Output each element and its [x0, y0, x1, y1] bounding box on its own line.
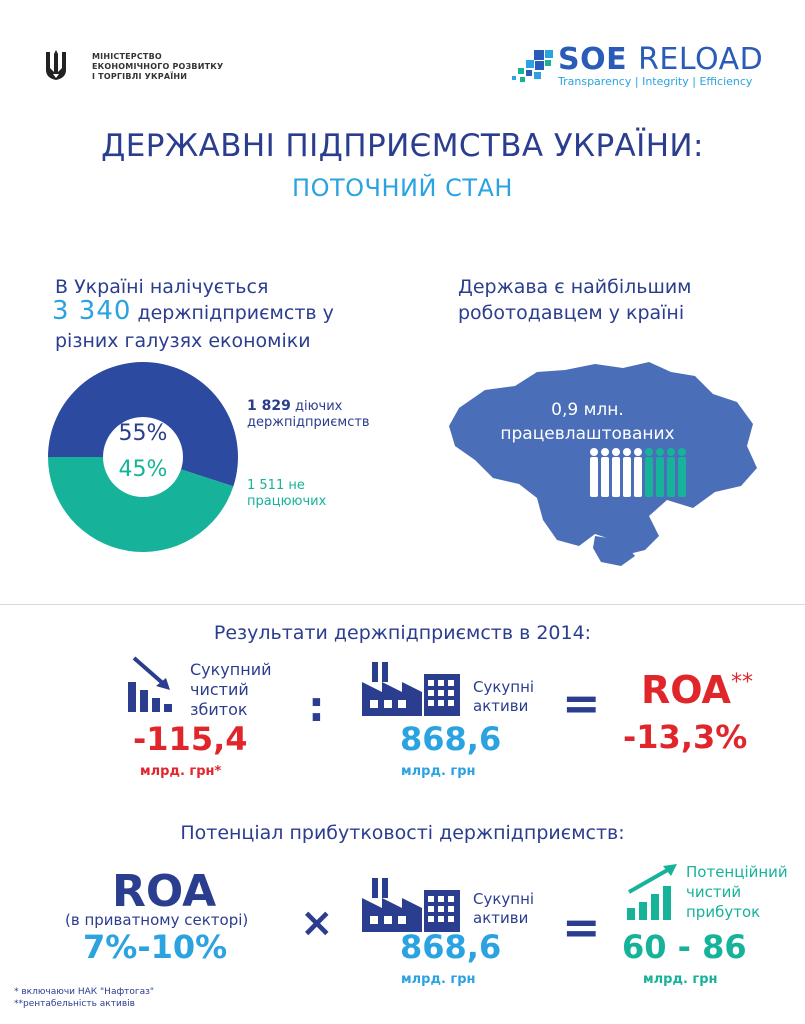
profit-label-1: Потенційний — [686, 863, 788, 881]
roa-footnote-marker: ** — [730, 670, 753, 695]
page-title: ДЕРЖАВНІ ПІДПРИЄМСТВА УКРАЇНИ: — [101, 128, 704, 164]
trident-emblem-icon — [42, 50, 70, 82]
factory-icon — [362, 878, 462, 932]
enterprises-count: 3 340 — [52, 296, 132, 326]
equals-sign: = — [562, 676, 601, 730]
section-divider — [0, 604, 805, 605]
enterprises-line-1: В Україні налічується — [55, 276, 269, 298]
growth-chart-icon — [625, 862, 683, 922]
division-sign: : — [308, 682, 325, 731]
potential-assets-label-2: активи — [473, 909, 529, 927]
profit-unit: млрд. грн — [643, 972, 718, 987]
factory-icon — [362, 662, 462, 716]
potential-assets-label — [473, 890, 534, 928]
inactive-label-2: працюючих — [247, 494, 327, 509]
profit-value: 60 - 86 — [622, 928, 747, 966]
brand-tagline: Transparency | Integrity | Efficiency — [558, 75, 753, 88]
inactive-label-1: 1 511 не — [247, 478, 305, 493]
potential-title: Потенціал прибутковості держпідприємств: — [180, 822, 625, 844]
potential-assets-value: 868,6 — [400, 928, 502, 966]
assets-unit: млрд. грн — [401, 764, 476, 779]
enterprises-line-3: різних галузях економіки — [55, 330, 311, 352]
active-count: 1 829 — [247, 398, 291, 414]
profit-label-3: прибуток — [686, 903, 761, 921]
loss-label-3: збиток — [190, 700, 248, 719]
loss-unit: млрд. грн* — [140, 764, 222, 779]
enterprises-line-2-text: держпідприємств у — [137, 302, 334, 324]
assets-value: 868,6 — [400, 720, 502, 758]
declining-chart-icon — [126, 656, 186, 716]
inactive-percent-label: 45% — [118, 457, 168, 482]
multiply-sign: × — [300, 900, 334, 946]
employer-line-1: Держава є найбільшим — [458, 276, 692, 298]
ministry-line-3: І ТОРГІВЛІ УКРАЇНИ — [92, 72, 188, 81]
inactive-legend — [247, 478, 326, 510]
roa-label — [641, 668, 753, 712]
people-group-icon — [588, 446, 688, 498]
ministry-line-2: ЕКОНОМІЧНОГО РОЗВИТКУ — [92, 62, 224, 71]
assets-label — [473, 678, 534, 716]
employed-label: працевлаштованих — [500, 424, 675, 444]
page-subtitle: ПОТОЧНИЙ СТАН — [292, 174, 513, 202]
loss-label — [190, 660, 272, 720]
footnote-naftogaz: * включаючи НАК "Нафтогаз" — [14, 987, 155, 997]
ministry-line-1: МІНІСТЕРСТВО — [92, 52, 162, 61]
private-roa-value: 7%-10% — [83, 928, 228, 966]
active-label-2: держпідприємств — [247, 415, 370, 430]
loss-label-1: Сукупний — [190, 660, 272, 679]
roa-value: -13,3% — [623, 718, 748, 756]
roa-text: ROA — [641, 668, 731, 712]
soe-pixel-logo-icon — [512, 48, 556, 84]
assets-label-2: активи — [473, 697, 529, 715]
assets-label-1: Сукупні — [473, 678, 535, 696]
brand-soe: SOE — [558, 42, 628, 77]
results-title: Результати держпідприємств в 2014: — [213, 622, 592, 644]
brand-reload: RELOAD — [638, 42, 764, 77]
profit-label — [686, 862, 788, 922]
potential-assets-unit: млрд. грн — [401, 972, 476, 987]
loss-label-2: чистий — [190, 680, 249, 699]
brand-title — [558, 42, 763, 77]
private-roa-label: ROA — [112, 866, 217, 917]
active-legend — [247, 398, 370, 431]
footnote-roa: **рентабельність активів — [14, 999, 135, 1009]
equals-sign: = — [562, 900, 601, 954]
ministry-name — [92, 52, 223, 82]
enterprises-line-2 — [52, 296, 334, 326]
private-roa-note: (в приватному секторі) — [65, 911, 249, 929]
employed-count: 0,9 млн. — [551, 400, 624, 420]
employer-line-2: роботодавцем у країні — [458, 302, 685, 324]
profit-label-2: чистий — [686, 883, 742, 901]
potential-assets-label-1: Сукупні — [473, 890, 535, 908]
active-label-1: діючих — [294, 399, 343, 414]
loss-value: -115,4 — [133, 720, 248, 758]
active-percent-label: 55% — [118, 421, 168, 446]
